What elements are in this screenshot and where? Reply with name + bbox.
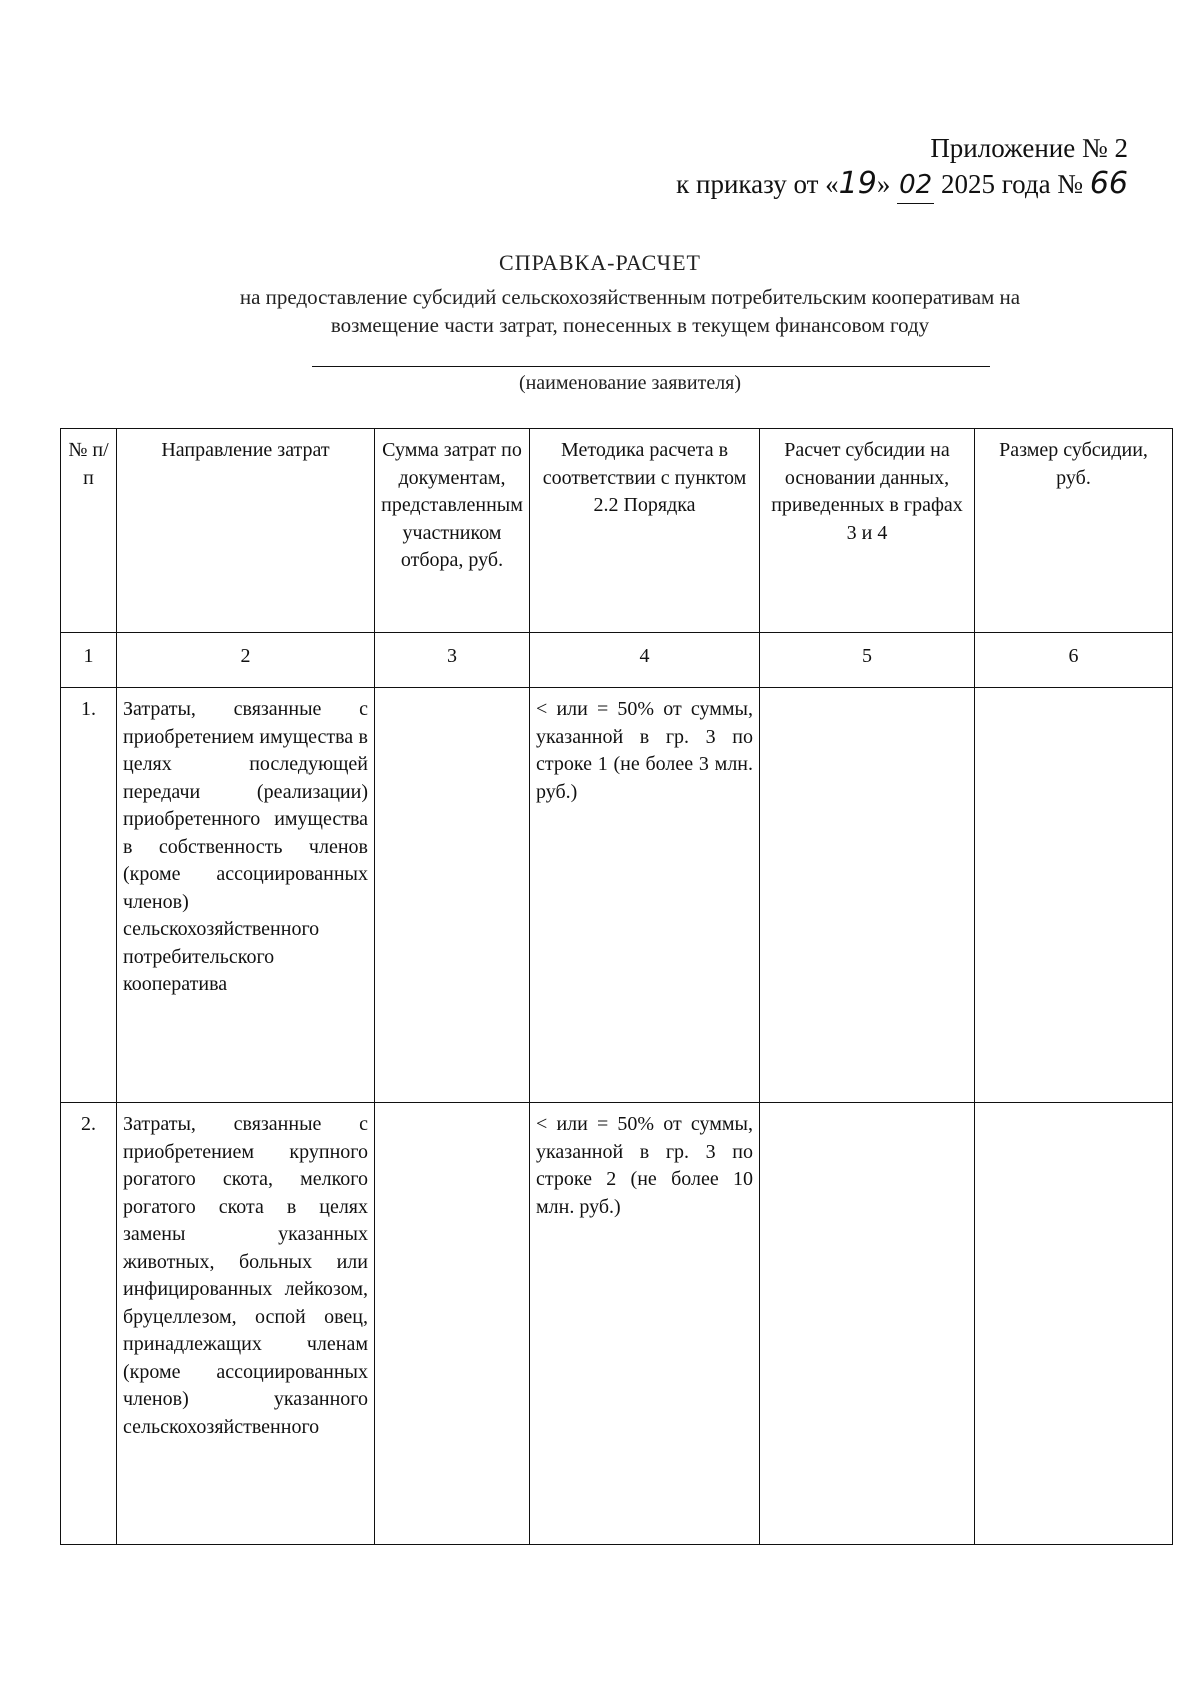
row-number: 1. bbox=[61, 688, 117, 1103]
header-cell: № п/п bbox=[61, 429, 117, 633]
calculation-method: < или = 50% от суммы, указанной в гр. 3 по строке 1 (не более 3 млн. руб.) bbox=[530, 688, 760, 1103]
column-number-row bbox=[61, 633, 1173, 688]
cost-direction: Затраты, связанные с приобретением имущества в целях последующей передачи (реализации) приобретенного имущества в собственность членов (кроме ассоциированных членов) сельскохозяйственного потребительского кооператива bbox=[117, 688, 375, 1103]
order-quote-close: » bbox=[876, 169, 891, 199]
subsidy-calculation bbox=[760, 1103, 975, 1545]
document-subtitle bbox=[150, 283, 1110, 339]
cost-amount bbox=[375, 688, 530, 1103]
column-number: 4 bbox=[530, 633, 760, 688]
header-cell: Сумма затрат по документам, представленным участником отбора, руб. bbox=[375, 429, 530, 633]
subtitle-line-1: на предоставление субсидий сельскохозяйственным потребительским кооперативам на bbox=[239, 285, 1021, 309]
calculation-table bbox=[60, 428, 1173, 1545]
header-cell: Методика расчета в соответствии с пунктом 2.2 Порядка bbox=[530, 429, 760, 633]
order-prefix: к приказу от « bbox=[676, 169, 839, 199]
order-reference bbox=[676, 166, 1128, 204]
applicant-caption: (наименование заявителя) bbox=[518, 372, 742, 394]
subsidy-amount bbox=[975, 688, 1173, 1103]
applicant-name-line bbox=[312, 366, 990, 367]
table-row bbox=[61, 1103, 1173, 1545]
appendix-reference bbox=[676, 130, 1128, 204]
table-row bbox=[61, 688, 1173, 1103]
subsidy-calculation bbox=[760, 688, 975, 1103]
order-month: 02 bbox=[897, 167, 934, 204]
cost-amount bbox=[375, 1103, 530, 1545]
column-number: 6 bbox=[975, 633, 1173, 688]
column-number: 5 bbox=[760, 633, 975, 688]
header-cell: Направление затрат bbox=[117, 429, 375, 633]
cost-direction: Затраты, связанные с приобретением крупного рогатого скота, мелкого рогатого скота в целях замены указанных животных, больных или инфицированных лейкозом, бруцеллезом, оспой овец, принадлежащих членам (кроме ассоциированных членов) указанного сельскохозяйственного bbox=[117, 1103, 375, 1545]
order-number: 66 bbox=[1089, 166, 1128, 201]
table-header-row bbox=[61, 429, 1173, 633]
row-number: 2. bbox=[61, 1103, 117, 1545]
subtitle-line-2: возмещение части затрат, понесенных в текущем финансовом году bbox=[330, 313, 930, 337]
column-number: 1 bbox=[61, 633, 117, 688]
document-title: СПРАВКА-РАСЧЕТ bbox=[499, 250, 701, 275]
calculation-method: < или = 50% от суммы, указанной в гр. 3 по строке 2 (не более 10 млн. руб.) bbox=[530, 1103, 760, 1545]
order-day: 19 bbox=[838, 166, 877, 201]
order-year: 2025 года № bbox=[940, 169, 1084, 199]
column-number: 3 bbox=[375, 633, 530, 688]
appendix-number: Приложение № 2 bbox=[930, 133, 1128, 163]
header-cell: Размер субсидии, руб. bbox=[975, 429, 1173, 633]
header-cell: Расчет субсидии на основании данных, приведенных в графах 3 и 4 bbox=[760, 429, 975, 633]
column-number: 2 bbox=[117, 633, 375, 688]
subsidy-amount bbox=[975, 1103, 1173, 1545]
